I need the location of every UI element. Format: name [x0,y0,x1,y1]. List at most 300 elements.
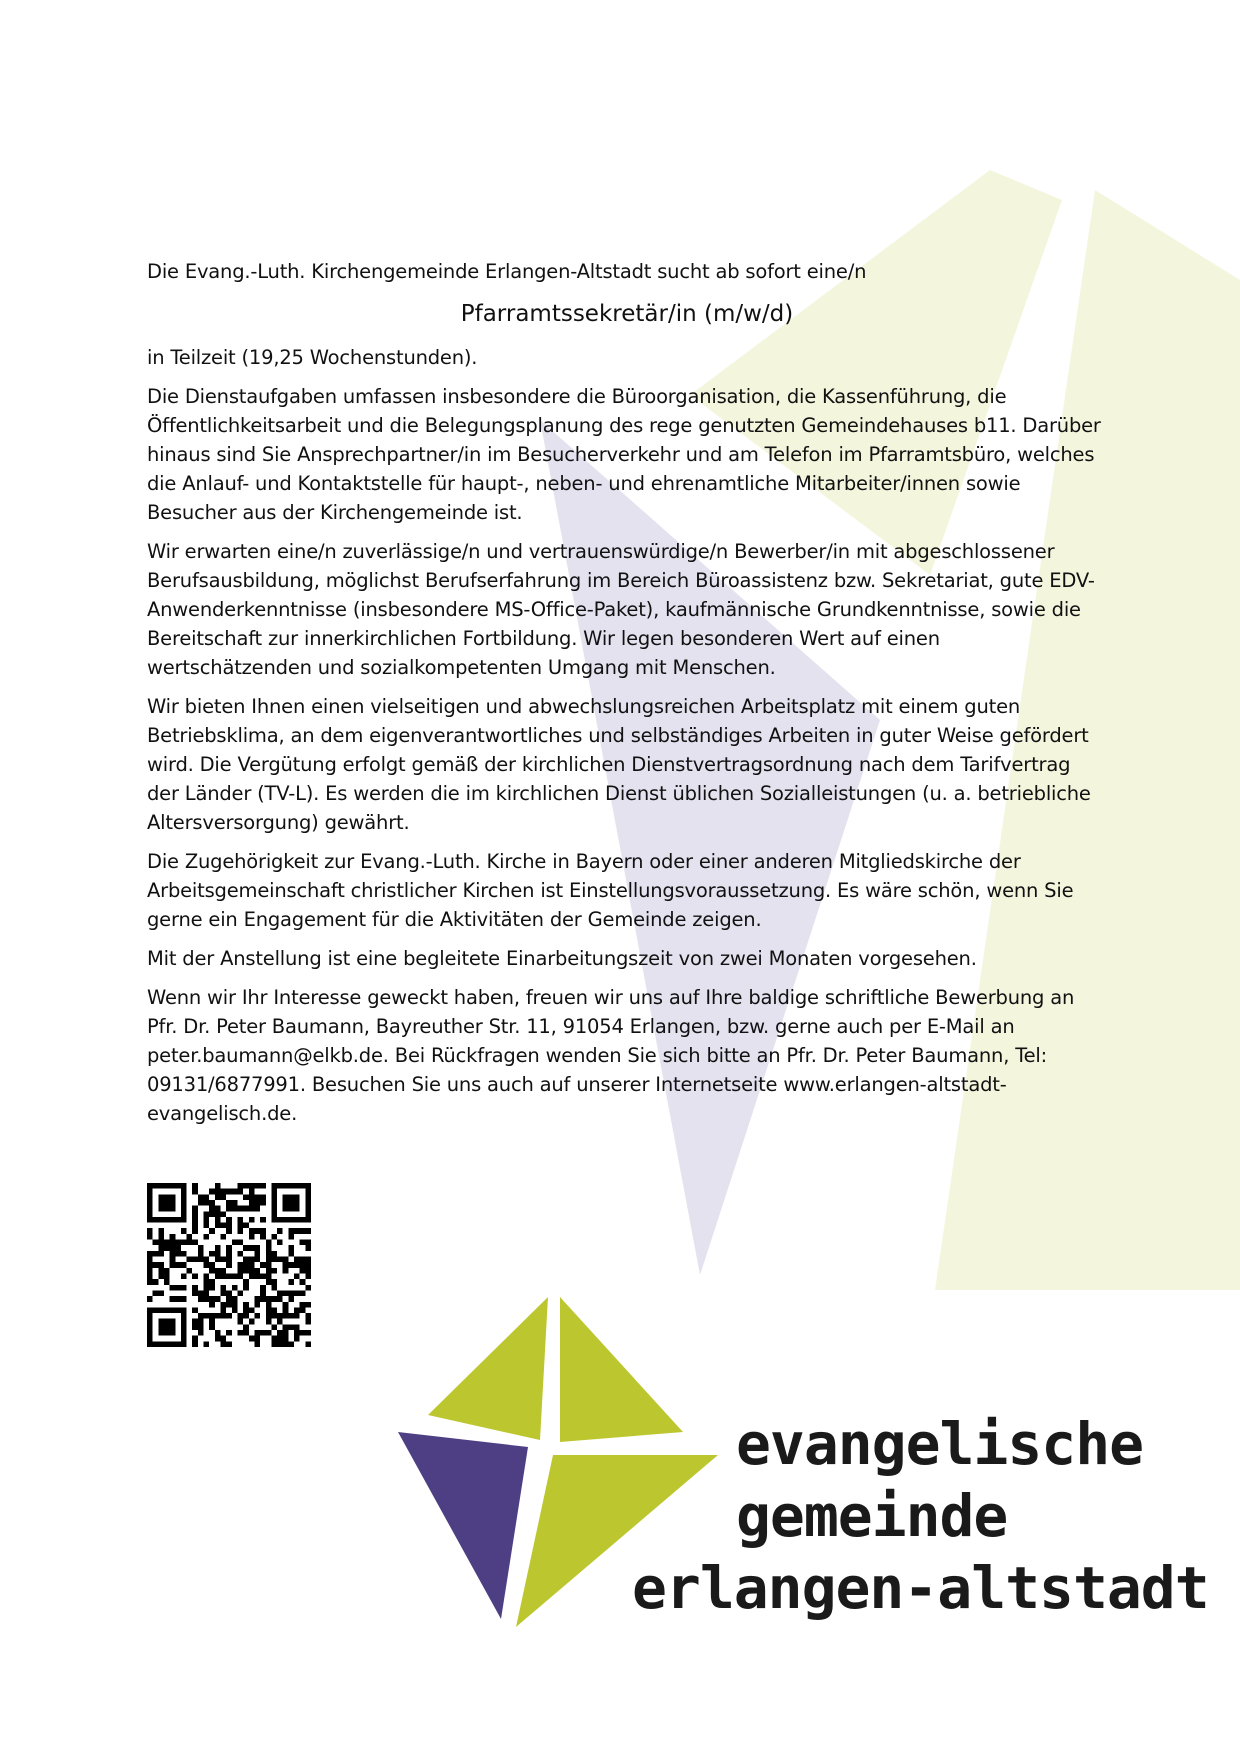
qr-module [221,1194,227,1200]
qr-module [232,1240,238,1246]
qr-module [209,1296,215,1302]
qr-module [153,1262,159,1268]
qr-module [300,1240,306,1246]
qr-module [266,1296,272,1302]
qr-module [266,1251,272,1257]
qr-module [209,1200,215,1206]
qr-module [288,1279,294,1285]
qr-module [300,1302,306,1308]
qr-module [198,1251,204,1257]
qr-module [300,1183,306,1189]
qr-module [215,1217,221,1223]
qr-module [153,1307,159,1313]
qr-module [204,1194,210,1200]
qr-module [294,1194,300,1200]
qr-module [147,1319,153,1325]
qr-module [271,1183,277,1189]
qr-module [237,1228,243,1234]
qr-module [266,1330,272,1336]
qr-module [271,1257,277,1263]
qr-module [266,1313,272,1319]
qr-module [175,1183,181,1189]
qr-module [158,1217,164,1223]
qr-module [260,1183,266,1189]
qr-module [271,1217,277,1223]
qr-module [283,1290,289,1296]
qr-module [158,1273,164,1279]
qr-module [221,1302,227,1308]
qr-module [181,1341,187,1347]
qr-module [294,1262,300,1268]
qr-module [283,1324,289,1330]
qr-module [294,1330,300,1336]
qr-module [305,1341,311,1347]
qr-module [249,1273,255,1279]
qr-module [226,1251,232,1257]
qr-module [243,1330,249,1336]
logo-purple-triangle [398,1432,528,1619]
qr-module [294,1217,300,1223]
qr-module [271,1313,277,1319]
qr-module [243,1307,249,1313]
paragraph-onboarding: Mit der Anstellung ist eine begleitete Einarbeitungszeit von zwei Monaten vorgesehen. [147,947,977,970]
qr-module [271,1341,277,1347]
qr-module [181,1330,187,1336]
qr-module [198,1324,204,1330]
qr-module [175,1296,181,1302]
qr-module [175,1240,181,1246]
qr-module [249,1200,255,1206]
qr-module [271,1285,277,1291]
qr-module [147,1189,153,1195]
qr-module [226,1273,232,1279]
qr-module [147,1183,153,1189]
qr-module [254,1194,260,1200]
qr-module [226,1257,232,1263]
qr-module [158,1206,164,1212]
qr-module [254,1330,260,1336]
qr-module [305,1313,311,1319]
qr-module [260,1194,266,1200]
qr-module [300,1330,306,1336]
qr-module [237,1217,243,1223]
qr-module [288,1341,294,1347]
qr-module [243,1268,249,1274]
qr-module [221,1268,227,1274]
qr-module [277,1341,283,1347]
qr-module [198,1290,204,1296]
qr-module [271,1200,277,1206]
logo-text-line-3: erlangen-altstadt [632,1554,1209,1622]
qr-module [266,1273,272,1279]
qr-module [147,1194,153,1200]
qr-module [232,1307,238,1313]
qr-module [288,1200,294,1206]
intro-text: Die Evang.-Luth. Kirchengemeinde Erlangen-Altstadt sucht ab sofort eine/n [147,260,867,283]
qr-module [221,1234,227,1240]
qr-module [226,1341,232,1347]
qr-module [260,1296,266,1302]
qr-module [158,1319,164,1325]
qr-module [243,1285,249,1291]
qr-module [175,1217,181,1223]
qr-module [226,1223,232,1229]
qr-module [204,1341,210,1347]
qr-module [170,1285,176,1291]
qr-module [305,1217,311,1223]
qr-module [147,1296,153,1302]
qr-module [305,1183,311,1189]
qr-module [181,1296,187,1302]
qr-module [221,1285,227,1291]
qr-module [283,1194,289,1200]
contact-text-3: . Besuchen Sie uns auch auf unserer Internetseite [299,1073,784,1096]
qr-module [181,1200,187,1206]
qr-module [192,1240,198,1246]
qr-module [254,1302,260,1308]
qr-module [254,1228,260,1234]
qr-module [221,1189,227,1195]
qr-module [192,1183,198,1189]
qr-module [271,1268,277,1274]
qr-module [158,1183,164,1189]
qr-module [204,1273,210,1279]
qr-module [175,1307,181,1313]
qr-module [153,1217,159,1223]
qr-module [271,1194,277,1200]
qr-module [249,1234,255,1240]
qr-module [249,1268,255,1274]
qr-module [158,1194,164,1200]
qr-module [266,1268,272,1274]
qr-module [271,1307,277,1313]
qr-module [271,1324,277,1330]
qr-module [181,1194,187,1200]
qr-module [305,1189,311,1195]
qr-module [260,1228,266,1234]
qr-module [164,1245,170,1251]
qr-module [209,1211,215,1217]
qr-module [198,1313,204,1319]
qr-module [215,1223,221,1229]
qr-module [170,1194,176,1200]
qr-module [170,1324,176,1330]
qr-module [192,1324,198,1330]
qr-module [215,1206,221,1212]
qr-module [260,1273,266,1279]
qr-module [288,1194,294,1200]
qr-module [294,1228,300,1234]
qr-module [147,1336,153,1342]
qr-module [260,1217,266,1223]
qr-module [147,1330,153,1336]
qr-module [283,1268,289,1274]
qr-module [294,1313,300,1319]
qr-module [147,1262,153,1268]
qr-module [192,1307,198,1313]
qr-module [271,1234,277,1240]
qr-module [305,1200,311,1206]
qr-module [158,1262,164,1268]
qr-module [226,1296,232,1302]
qr-module [266,1245,272,1251]
qr-module [277,1240,283,1246]
qr-module [249,1189,255,1195]
qr-module [288,1206,294,1212]
qr-module [215,1268,221,1274]
qr-module [249,1307,255,1313]
qr-module [164,1240,170,1246]
qr-module [164,1194,170,1200]
qr-module [192,1341,198,1347]
qr-module [305,1206,311,1212]
qr-module [283,1330,289,1336]
paragraph-offer: Wir bieten Ihnen einen vielseitigen und abwechslungsreichen Arbeitsplatz mit einem guten Betriebsklima, an dem eigenverantwortliches und selbständiges Arbeiten in guter Weise gefördert wird. Die Vergütung erfolgt gemäß der kirchlichen Dienstvertragsordnung nach dem Tarifvertrag der Länder (TV-L). Es werden die im kirchlichen Dienst üblichen Sozialleistungen (u. a. betriebliche Altersversorgung) gewährt. [147,695,1091,834]
qr-module [288,1228,294,1234]
qr-module [215,1211,221,1217]
qr-code[interactable] [147,1183,311,1347]
qr-module [266,1307,272,1313]
qr-module [226,1262,232,1268]
qr-module [243,1279,249,1285]
qr-module [164,1324,170,1330]
qr-module [170,1257,176,1263]
qr-module [181,1262,187,1268]
qr-module [254,1313,260,1319]
contact-email[interactable]: peter.baumann@elkb.de [147,1044,383,1067]
qr-module [237,1290,243,1296]
qr-module [192,1189,198,1195]
qr-module [305,1240,311,1246]
qr-module [209,1319,215,1325]
qr-module [283,1217,289,1223]
qr-module [175,1285,181,1291]
qr-module [204,1200,210,1206]
qr-module [181,1285,187,1291]
qr-module [175,1262,181,1268]
qr-module [300,1262,306,1268]
qr-module [237,1240,243,1246]
qr-module [288,1217,294,1223]
qr-module [232,1206,238,1212]
qr-module [192,1206,198,1212]
qr-module [158,1324,164,1330]
qr-module [283,1341,289,1347]
qr-module [283,1262,289,1268]
qr-module [147,1234,153,1240]
qr-module [254,1257,260,1263]
qr-module [209,1279,215,1285]
qr-module [181,1228,187,1234]
qr-module [283,1313,289,1319]
qr-module [237,1313,243,1319]
qr-module [181,1307,187,1313]
qr-module [221,1273,227,1279]
contact-text-2: . Bei Rückfragen wenden Sie sich bitte an Pfr. Dr. Peter Baumann, [382,1044,1016,1067]
qr-module [215,1189,221,1195]
qr-module [158,1341,164,1347]
qr-module [243,1257,249,1263]
qr-module [294,1200,300,1206]
qr-module [158,1307,164,1313]
qr-module [192,1336,198,1342]
qr-module [221,1290,227,1296]
qr-module [277,1330,283,1336]
qr-module [254,1245,260,1251]
qr-module [198,1200,204,1206]
qr-module [204,1217,210,1223]
qr-module [283,1307,289,1313]
qr-module [226,1228,232,1234]
qr-module [226,1206,232,1212]
qr-module [164,1307,170,1313]
qr-module [305,1245,311,1251]
qr-module [288,1313,294,1319]
qr-module [153,1240,159,1246]
qr-module [237,1189,243,1195]
qr-module [170,1251,176,1257]
qr-module [209,1206,215,1212]
qr-module [300,1257,306,1263]
qr-module [181,1273,187,1279]
job-posting [147,257,1107,1138]
qr-module [249,1228,255,1234]
qr-module [249,1217,255,1223]
contact-phone: Tel: 09131/6877991 [147,1044,1047,1096]
qr-module [226,1217,232,1223]
qr-module [164,1319,170,1325]
qr-module [283,1336,289,1342]
qr-module [226,1290,232,1296]
qr-module [170,1307,176,1313]
qr-module [305,1228,311,1234]
qr-module [294,1273,300,1279]
logo-text-line-1: evangelische [736,1410,1144,1478]
qr-module [305,1211,311,1217]
qr-module [260,1285,266,1291]
qr-module [170,1234,176,1240]
qr-module [198,1245,204,1251]
qr-module [209,1262,215,1268]
qr-module [283,1200,289,1206]
qr-module [221,1341,227,1347]
qr-module [147,1268,153,1274]
qr-module [164,1279,170,1285]
qr-module [170,1240,176,1246]
qr-module [147,1211,153,1217]
qr-module [249,1245,255,1251]
qr-module [288,1251,294,1257]
qr-module [277,1290,283,1296]
qr-module [215,1183,221,1189]
qr-module [249,1194,255,1200]
qr-module [226,1200,232,1206]
qr-module [266,1240,272,1246]
qr-module [192,1319,198,1325]
qr-module [170,1206,176,1212]
qr-module [164,1183,170,1189]
qr-module [147,1279,153,1285]
qr-module [221,1336,227,1342]
qr-module [288,1324,294,1330]
qr-module [271,1336,277,1342]
qr-module [226,1302,232,1308]
qr-module [170,1319,176,1325]
contact-website[interactable]: www.erlangen-altstadt-evangelisch.de [147,1073,1007,1125]
qr-module [249,1262,255,1268]
qr-module [147,1206,153,1212]
qr-module [266,1302,272,1308]
qr-module [158,1268,164,1274]
qr-module [158,1245,164,1251]
qr-module [187,1257,193,1263]
qr-module [305,1330,311,1336]
qr-module [147,1324,153,1330]
qr-module [181,1217,187,1223]
qr-module [271,1211,277,1217]
qr-module [198,1296,204,1302]
qr-module [215,1296,221,1302]
qr-module [305,1262,311,1268]
qr-module [147,1217,153,1223]
qr-module [158,1228,164,1234]
qr-module [254,1206,260,1212]
qr-module [249,1336,255,1342]
qr-module [300,1290,306,1296]
qr-module [260,1262,266,1268]
qr-module [158,1234,164,1240]
qr-module [271,1296,277,1302]
qr-module [283,1183,289,1189]
qr-module [215,1194,221,1200]
qr-module [153,1183,159,1189]
qr-module [249,1257,255,1263]
qr-module [249,1206,255,1212]
paragraph-tasks: Die Dienstaufgaben umfassen insbesondere die Büroorganisation, die Kassenführung, die Öffentlichkeitsarbeit und die Belegungsplanung des rege genutzten Gemeindehauses b11. Darüber hinaus sind Sie Ansprechpartner/in im Besucherverkehr und am Telefon im Pfarramtsbüro, welches die Anlauf- und Kontaktstelle für haupt-, neben- und ehrenamtliche Mitarbeiter/innen sowie Besucher aus der Kirchengemeinde ist. [147,385,1101,524]
qr-module [198,1257,204,1263]
qr-module [221,1211,227,1217]
qr-module [192,1223,198,1229]
qr-module [164,1341,170,1347]
qr-module [204,1211,210,1217]
qr-module [181,1183,187,1189]
qr-module [305,1257,311,1263]
qr-module [221,1223,227,1229]
qr-module [215,1257,221,1263]
qr-module [209,1268,215,1274]
qr-module [192,1228,198,1234]
qr-module [237,1223,243,1229]
qr-module [243,1223,249,1229]
qr-module [288,1262,294,1268]
qr-module [153,1251,159,1257]
qr-module [232,1285,238,1291]
qr-module [158,1330,164,1336]
qr-module [237,1319,243,1325]
qr-module [277,1319,283,1325]
qr-module [226,1330,232,1336]
qr-module [209,1285,215,1291]
qr-module [164,1217,170,1223]
qr-module [232,1302,238,1308]
qr-module [209,1302,215,1308]
qr-module [215,1313,221,1319]
qr-module [237,1183,243,1189]
qr-module [243,1194,249,1200]
qr-module [192,1257,198,1263]
qr-module [215,1251,221,1257]
qr-module [198,1330,204,1336]
